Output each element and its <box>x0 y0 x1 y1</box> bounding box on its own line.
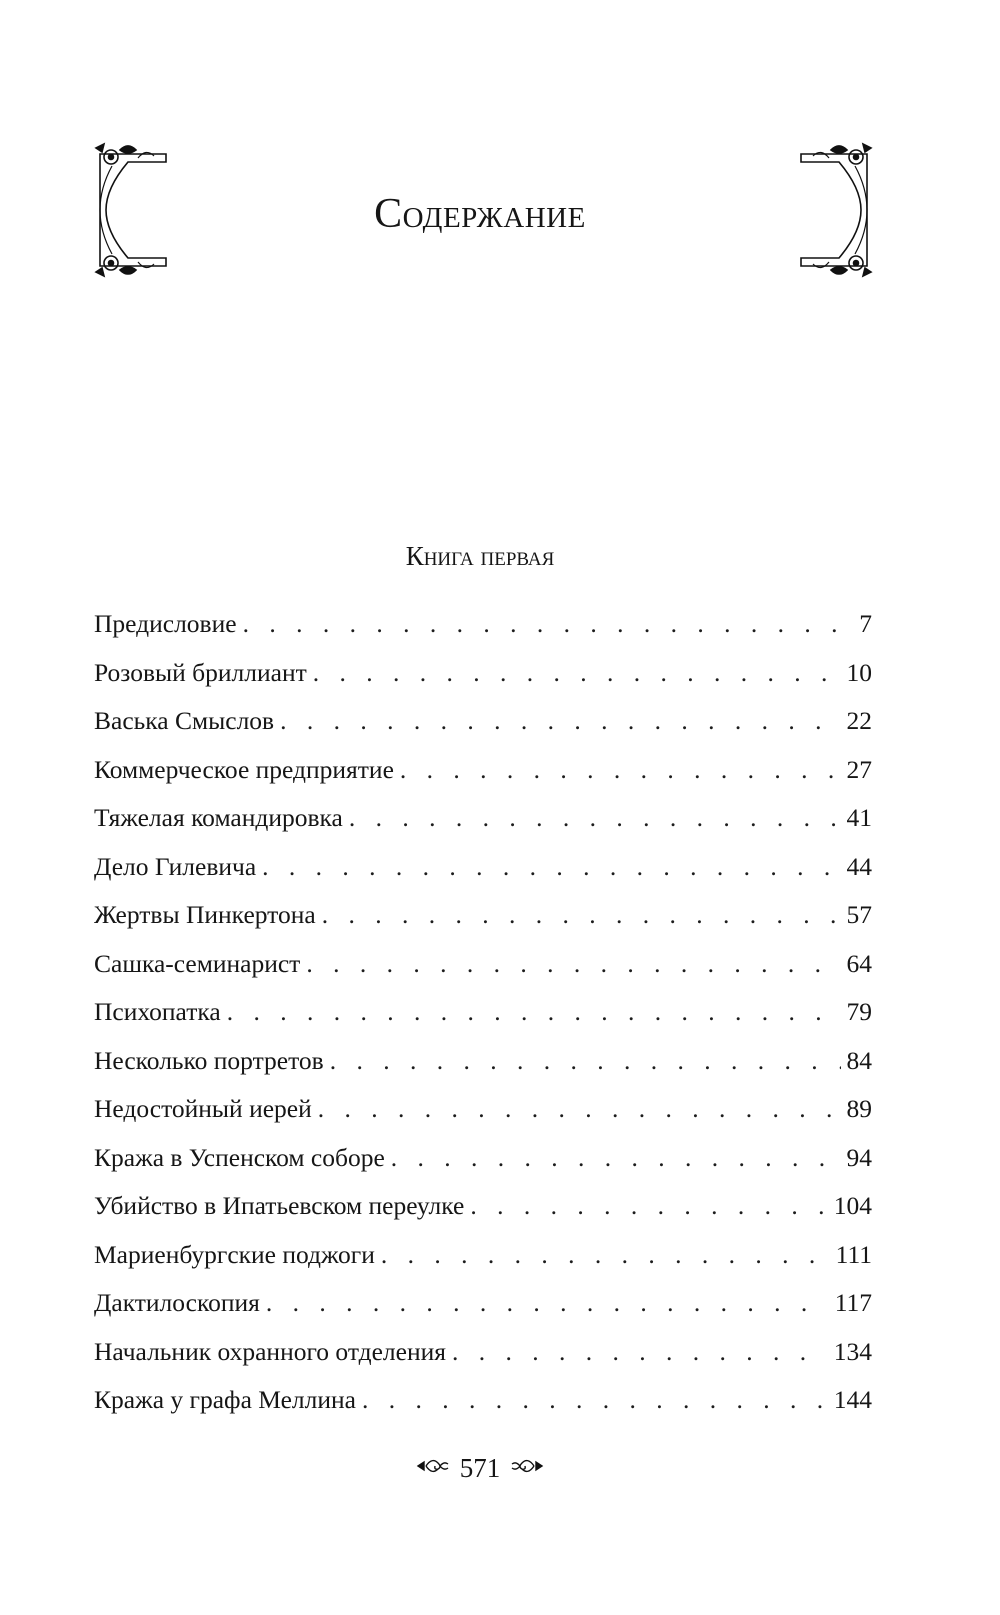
leader-dots <box>313 653 841 693</box>
leader-dots <box>322 895 841 935</box>
toc-entry-title: Сашка-семинарист <box>94 948 301 978</box>
toc-entry-page: 79 <box>846 997 872 1026</box>
toc-entry[interactable] <box>94 798 872 847</box>
leader-dots <box>318 1089 841 1129</box>
leader-dots <box>362 1380 828 1420</box>
toc-entry-page: 27 <box>846 754 872 784</box>
leader-dots <box>266 1283 829 1323</box>
toc-entry[interactable] <box>94 750 872 799</box>
toc-entry-title: Кража в Успенском соборе <box>94 1142 385 1172</box>
toc-entry-page: 111 <box>835 1239 872 1269</box>
toc-entry-page: 134 <box>833 1336 872 1366</box>
toc-entry[interactable] <box>94 653 872 702</box>
toc-entry[interactable] <box>94 701 872 750</box>
table-of-contents <box>94 604 872 1429</box>
toc-entry-title: Психопатка <box>94 997 221 1026</box>
toc-entry-page: 84 <box>846 1045 872 1075</box>
leader-dots <box>452 1332 828 1372</box>
toc-entry-page: 41 <box>846 803 872 832</box>
leader-dots <box>381 1235 830 1275</box>
toc-entry-title: Убийство в Ипатьевском переулке <box>94 1191 465 1220</box>
toc-entry-page: 64 <box>846 948 872 978</box>
toc-entry[interactable] <box>94 992 872 1041</box>
toc-entry-title: Дактилоскопия <box>94 1288 260 1317</box>
toc-entry-title: Васька Смыслов <box>94 706 275 735</box>
toc-entry-title: Предисловие <box>94 609 237 638</box>
toc-entry-title: Розовый бриллиант <box>94 657 307 687</box>
leader-dots <box>391 1138 841 1178</box>
toc-entry-page: 89 <box>846 1094 872 1123</box>
leader-dots <box>470 1186 827 1226</box>
toc-entry[interactable] <box>94 1089 872 1138</box>
leader-dots <box>306 944 840 984</box>
toc-entry-title: Несколько портретов <box>94 1045 324 1075</box>
leader-dots <box>330 1041 841 1081</box>
toc-entry-page: 57 <box>846 900 872 929</box>
toc-entry-page: 94 <box>846 1142 872 1172</box>
toc-entry[interactable] <box>94 1380 872 1429</box>
toc-entry-page: 117 <box>834 1288 872 1317</box>
toc-entry[interactable] <box>94 944 872 993</box>
toc-entry[interactable] <box>94 1138 872 1187</box>
leader-dots <box>280 701 840 741</box>
flourish-left-icon <box>416 1455 450 1482</box>
toc-entry-title: Мариенбургские поджоги <box>94 1239 375 1269</box>
page-title: Содержание <box>374 191 586 237</box>
leader-dots <box>400 750 841 790</box>
toc-entry[interactable] <box>94 1283 872 1332</box>
toc-entry-page: 7 <box>859 609 872 638</box>
toc-entry-title: Недостойный иерей <box>94 1094 312 1123</box>
toc-entry-page: 22 <box>846 706 872 735</box>
toc-entry-title: Коммерческое предприятие <box>94 754 394 784</box>
toc-entry-title: Тяжелая командировка <box>94 803 343 832</box>
toc-entry-page: 104 <box>833 1191 872 1220</box>
toc-entry[interactable] <box>94 1332 872 1381</box>
toc-entry[interactable] <box>94 1235 872 1284</box>
leader-dots <box>227 992 841 1032</box>
toc-entry-title: Дело Гилевича <box>94 851 257 881</box>
page-number: 571 <box>459 1452 501 1483</box>
section-heading: Книга первая <box>405 541 555 571</box>
flourish-right-icon <box>510 1455 544 1482</box>
leader-dots <box>262 847 840 887</box>
leader-dots <box>349 798 841 838</box>
toc-entry-page: 44 <box>846 851 872 881</box>
page-footer <box>0 1448 960 1488</box>
toc-entry[interactable] <box>94 604 872 653</box>
toc-entry[interactable] <box>94 895 872 944</box>
toc-entry[interactable] <box>94 1186 872 1235</box>
toc-entry-page: 144 <box>833 1385 872 1414</box>
toc-entry-title: Кража у графа Меллина <box>94 1385 356 1414</box>
toc-entry-title: Жертвы Пинкертона <box>94 900 316 929</box>
toc-entry[interactable] <box>94 847 872 896</box>
toc-entry[interactable] <box>94 1041 872 1090</box>
leader-dots <box>243 604 854 644</box>
toc-entry-title: Начальник охранного отделения <box>94 1336 446 1366</box>
toc-entry-page: 10 <box>846 657 872 687</box>
